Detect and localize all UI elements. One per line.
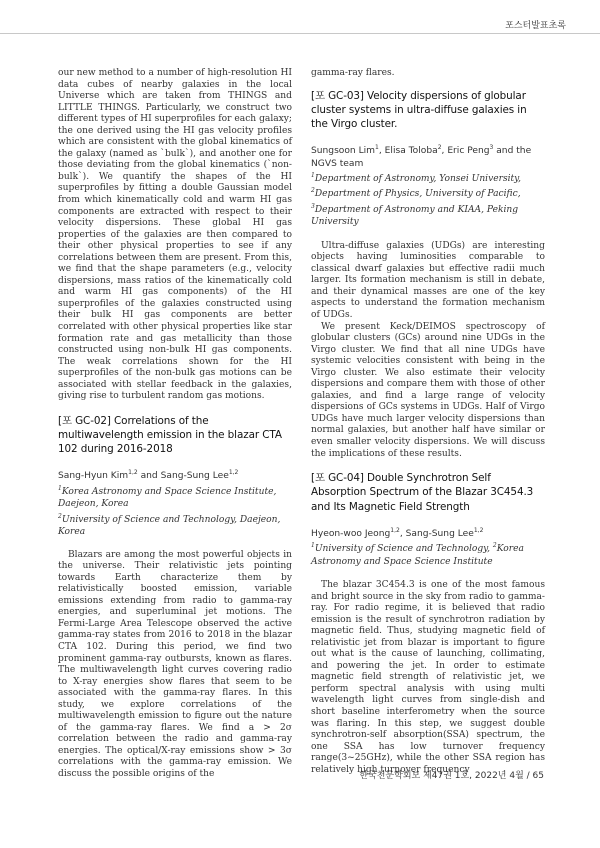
affiliation-index: 1 <box>311 172 315 179</box>
affiliation-3-gc03 <box>311 201 545 229</box>
affiliation-text: Korea Astronomy and Space Science Institute, Daejeon, Korea <box>58 486 277 510</box>
abstract-body-gc02: Blazars are among the most powerful objects in the universe. Their relativistic jets pointing towards Earth characterize them by relativistically boosted emission, variable emissions extending from radio to gamma-ray energies, and superluminal jet motions. The Fermi-Large Area Telescope observed the active gamma-ray states from 2016 to 2018 in the blazar CTA 102. During this period, we find two prominent gamma-ray outbursts, known as flares. The multiwavelength light curves covering radio to X-ray energies show flares that seem to be associated with the gamma-ray flares. In this study, we explore correlations of the multiwavelength emission to figure out the nature of the gamma-ray flares. We find a > 2σ correlation between the radio and gamma-ray energies. The optical/X-ray emissions show > 3σ correlations with the gamma-ray emission. We discuss the possible origins of the <box>58 549 292 779</box>
affiliation-1-gc02 <box>58 483 292 511</box>
affiliation-text: Korea Astronomy and Space Science Institute <box>311 544 524 567</box>
affiliation-index: 1 <box>311 542 315 550</box>
header-divider <box>0 33 600 34</box>
author-list-gc04: Hyeon-woo Jeong$^{1,2}$, Sang-Sung Lee$^{1,2}$ <box>311 526 484 539</box>
affiliation-2-gc02 <box>58 511 292 539</box>
abstract-body-gc03-para2: We present Keck/DEIMOS spectroscopy of globular clusters (GCs) around nine UDGs in the Virgo cluster. We find that all nine UDGs have systemic velocities consistent with being in the Virgo cluster. We also estimate their velocity dispersions and compare them with those of other galaxies, and find a large range of velocity dispersions of GCs systems in UDGs. Half of Virgo UDGs have much larger velocity dispersions than normal galaxies, but another half have similar or even smaller velocity dispersions. We will discuss the implications of these results. <box>311 321 545 459</box>
affiliation-text: University of Science and Technology, Daejeon, Korea <box>58 514 281 538</box>
abstract-title-gc03: [포 GC-03] Velocity dispersions of globular cluster systems in ultra-diffuse galaxies in the Virgo cluster. <box>311 89 527 130</box>
affiliation-text: Department of Astronomy, Yonsei University, <box>314 174 521 185</box>
abstract-body-gc04: The blazar 3C454.3 is one of the most famous and bright source in the sky from radio to gamma-ray. For radio regime, it is believed that radio emission is the result of synchrotron radiation by magnetic field. Thus, studying magnetic field of relativistic jet from blazar is important to figure out what is the cause of launching, collimating, and powering the jet. In order to estimate magnetic field strength of relativistic jet, we perform spectral analysis with using multi wavelength light curves from single-dish and short baseline interferometry when the source was flaring. In this step, we suggest double synchrotron-self absorption(SSA) spectrum, the one SSA has low turnover frequency range(3~25GHz), while the other SSA region has relatively high turnover frequency <box>311 580 545 775</box>
affiliation-1-gc03 <box>311 170 545 185</box>
author-name: Eric Peng <box>447 146 490 157</box>
author-affiliation-index: 1,2 <box>128 469 138 477</box>
author-affiliation-index: 1,2 <box>390 526 400 534</box>
abstract-title-gc04: [포 GC-04] Double Synchrotron Self Absorption Spectrum of the Blazar 3C454.3 and Its Magnetic Field Strength <box>311 472 534 513</box>
author-name: Sang-Sung Lee <box>405 528 474 539</box>
author-list-gc02 <box>58 467 292 482</box>
affiliations-gc04 <box>311 540 545 568</box>
author-affiliation-index: 1 <box>375 144 379 152</box>
affiliation-index: 3 <box>311 202 315 210</box>
abstract-title-gc02: [포 GC-02] Correlations of the multiwavelength emission in the blazar CTA 102 during 2016-2018 <box>58 414 282 456</box>
abstract-body-gc03-para1: Ultra-diffuse galaxies (UDGs) are interesting objects having luminosities comparable to classical dwarf galaxies but effective radii much larger. Its formation mechanism is still in debate, and their dynamical masses are one of the key aspects to understand the formation mechanism of UDGs. <box>311 240 545 320</box>
author-list-gc03: Sungsoon Lim$^1$, Elisa Toloba$^2$, Eric Peng$^3$ and the NGVS team <box>311 144 532 169</box>
right-column <box>311 68 545 776</box>
author-affiliation-index: 2 <box>437 144 442 152</box>
author-name: Sang-Hyun Kim <box>58 471 129 482</box>
abstract-continuation-gc02: gamma-ray flares. <box>311 68 395 78</box>
previous-abstract-continuation: our new method to a number of high-resolution HI data cubes of nearby galaxies in the local Universe which are taken from THINGS and LITTLE THINGS. Particularly, we construct two different types of HI superprofiles for each galaxy; the one derived using the HI gas velocity profiles which are consistent with the global kinematics of the galaxy (named as `bulk`), and another one for those deviating from the global kinematics (`non-bulk`). We quantify the shapes of the HI superprofiles by fitting a double Gaussian model from which kinematically cold and warm HI gas components are extracted with respect to their velocity dispersions. These global HI gas properties of the galaxies are then compared to their other physical properties to see if any correlations between them are present. From this, we find that the shape parameters (e.g., velocity dispersions, mass ratios of the kinematically cold and warm HI gas components) of the HI superprofiles of the galaxies constructed using their bulk HI gas components are better correlated with other physical properties like star formation rate and gas metallicity than those constructed using non-bulk HI gas components. The weak correlations shown for the HI superprofiles of the non-bulk gas motions can be associated with stellar feedback in the galaxies, giving rise to turbulent random gas motions. <box>58 68 292 402</box>
affiliation-text: Department of Physics, University of Pacific, <box>314 189 521 200</box>
author-affiliation-index: 1,2 <box>228 469 239 477</box>
affiliation-text: University of Science and Technology, <box>314 544 490 555</box>
page-section-label: 포스터발표초록 <box>505 21 566 31</box>
left-column <box>58 68 292 781</box>
author-name: Sang-Sung Lee <box>160 471 229 482</box>
author-separator: and <box>137 471 161 482</box>
affiliation-2-gc03 <box>311 185 545 200</box>
affiliation-index: 2 <box>311 187 315 195</box>
affiliation-index: 1 <box>58 484 62 492</box>
author-affiliation-index: 3 <box>489 144 494 152</box>
author-name: Sungsoon Lim <box>311 146 376 157</box>
author-name: Hyeon-woo Jeong <box>311 528 391 539</box>
affiliation-text: Department of Astronomy and KIAA, Peking University <box>311 204 519 228</box>
affiliation-index: 2 <box>492 542 497 550</box>
author-team: and the NGVS team <box>311 146 532 169</box>
affiliation-index: 2 <box>58 512 62 520</box>
author-affiliation-index: 1,2 <box>473 526 484 534</box>
page-footer-citation: 한국천문학회보 제47권 1호, 2022년 4월 / 65 <box>359 771 544 781</box>
author-name: Elisa Toloba <box>384 146 438 157</box>
